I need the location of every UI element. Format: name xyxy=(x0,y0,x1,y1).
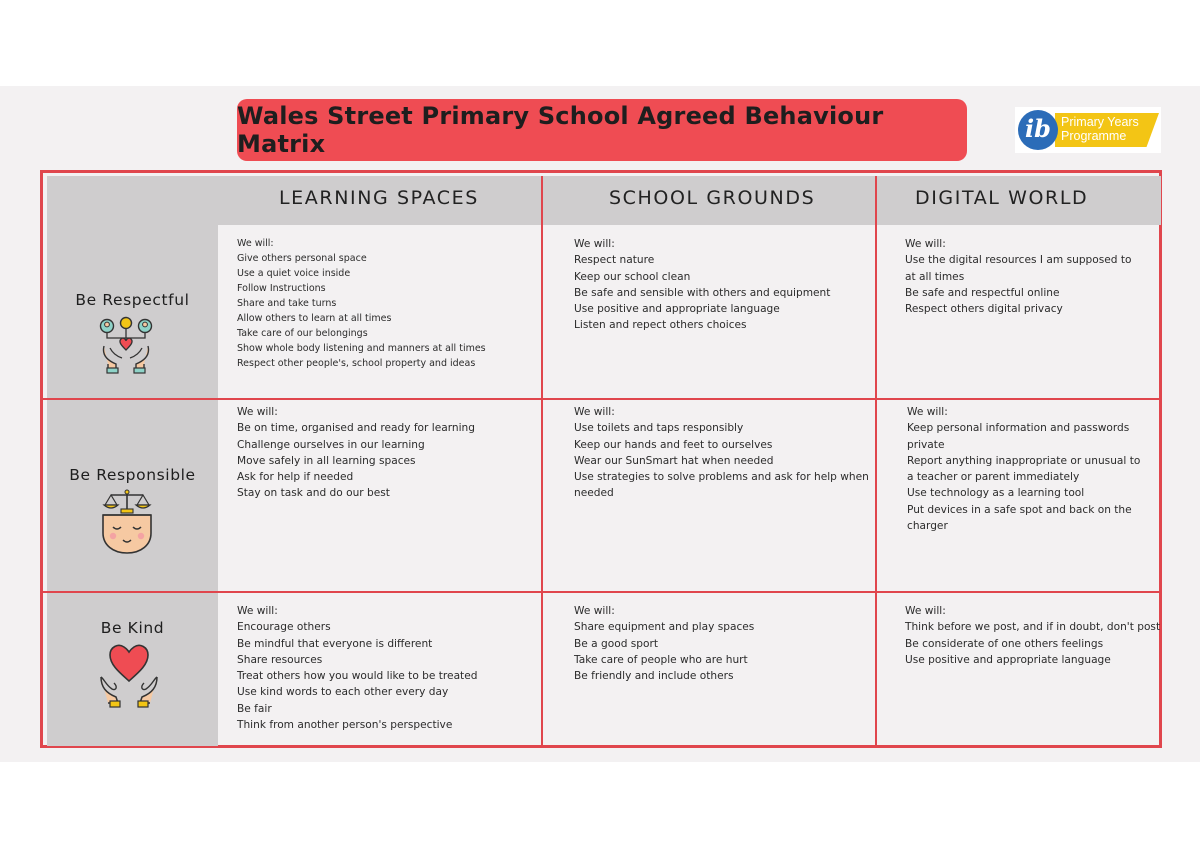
list-item: We will: xyxy=(905,605,946,617)
list-item: Use strategies to solve problems and ask for help when xyxy=(574,471,869,484)
list-item: Treat others how you would like to be treated xyxy=(237,670,478,683)
list-item: Respect others digital privacy xyxy=(905,303,1063,316)
cell-respectful-learning-spaces xyxy=(237,236,486,371)
cell-responsible-learning-spaces xyxy=(237,404,475,502)
cell-responsible-school-grounds xyxy=(574,404,869,502)
list-item: needed xyxy=(574,487,614,500)
list-item: Encourage others xyxy=(237,621,331,634)
row-label-be-kind: Be Kind xyxy=(100,619,165,637)
list-item: Use the digital resources I am supposed to xyxy=(905,254,1132,267)
row-label-be-respectful: Be Respectful xyxy=(75,291,190,309)
list-item: We will: xyxy=(905,238,946,250)
list-item: Think before we post, and if in doubt, don't post xyxy=(905,621,1161,634)
hands-heart-icon xyxy=(98,641,160,709)
column-divider xyxy=(541,176,543,746)
column-header-school-grounds: SCHOOL GROUNDS xyxy=(609,187,816,209)
list-item: Give others personal space xyxy=(237,253,367,264)
cell-responsible-digital-world xyxy=(907,404,1140,534)
list-item: Respect nature xyxy=(574,254,655,267)
list-item: Allow others to learn at all times xyxy=(237,313,392,324)
cell-kind-learning-spaces xyxy=(237,603,477,733)
list-item: Be safe and sensible with others and equipment xyxy=(574,286,831,299)
list-item: Respect other people's, school property and ideas xyxy=(237,358,476,369)
list-item: private xyxy=(907,438,945,451)
logo-text-line2: Programme xyxy=(1061,129,1127,143)
column-divider xyxy=(875,176,877,746)
list-item: a teacher or parent immediately xyxy=(907,471,1080,484)
list-item: Listen and repect others choices xyxy=(574,319,747,332)
list-item: Be mindful that everyone is different xyxy=(237,637,433,650)
column-header-digital-world: DIGITAL WORLD xyxy=(915,187,1089,209)
cell-respectful-digital-world xyxy=(905,236,1132,317)
cell-respectful-school-grounds xyxy=(574,236,830,334)
list-item: Be friendly and include others xyxy=(574,670,734,683)
ib-mark: ib xyxy=(1018,110,1058,150)
list-item: Be considerate of one others feelings xyxy=(905,637,1104,650)
list-item: Take care of our belongings xyxy=(237,328,368,339)
list-item: We will: xyxy=(237,605,278,617)
list-item: Put devices in a safe spot and back on the xyxy=(907,503,1132,516)
list-item: We will: xyxy=(237,406,278,418)
list-item: Follow Instructions xyxy=(237,283,326,294)
list-item: Be on time, organised and ready for learning xyxy=(237,422,475,435)
list-item: Share and take turns xyxy=(237,298,337,309)
list-item: Be safe and respectful online xyxy=(905,286,1060,299)
cell-kind-school-grounds xyxy=(574,603,754,684)
list-item: at all times xyxy=(905,270,965,283)
row-label-be-responsible: Be Responsible xyxy=(69,466,196,484)
list-item: Use positive and appropriate language xyxy=(905,653,1111,666)
list-item: Take care of people who are hurt xyxy=(574,653,748,666)
list-item: Keep our school clean xyxy=(574,270,691,283)
list-item: Keep our hands and feet to ourselves xyxy=(574,438,773,451)
logo-text xyxy=(1061,115,1139,143)
list-item: Wear our SunSmart hat when needed xyxy=(574,454,774,467)
list-item: Report anything inappropriate or unusual to xyxy=(907,454,1141,467)
behaviour-matrix xyxy=(40,170,1162,748)
list-item: We will: xyxy=(574,238,615,250)
row-divider xyxy=(43,591,1159,593)
list-item: Share equipment and play spaces xyxy=(574,621,755,634)
list-item: We will: xyxy=(237,238,274,249)
list-item: Use a quiet voice inside xyxy=(237,268,351,279)
cell-kind-digital-world xyxy=(905,603,1160,668)
list-item: We will: xyxy=(574,605,615,617)
list-item: Be fair xyxy=(237,702,272,715)
list-item: Use positive and appropriate language xyxy=(574,303,780,316)
list-item: Show whole body listening and manners at all times xyxy=(237,343,486,354)
list-item: Ask for help if needed xyxy=(237,471,354,484)
list-item: Stay on task and do our best xyxy=(237,487,390,500)
list-item: Share resources xyxy=(237,653,323,666)
list-item: We will: xyxy=(907,406,948,418)
respect-hands-heart-icon xyxy=(98,316,154,374)
list-item: Keep personal information and passwords xyxy=(907,422,1130,435)
logo-text-line1: Primary Years xyxy=(1061,115,1139,129)
list-item: Use technology as a learning tool xyxy=(907,487,1085,500)
head-scales-icon xyxy=(99,487,155,555)
list-item: Be a good sport xyxy=(574,637,659,650)
list-item: Challenge ourselves in our learning xyxy=(237,438,425,451)
column-header-learning-spaces: LEARNING SPACES xyxy=(279,187,479,209)
list-item: Move safely in all learning spaces xyxy=(237,454,416,467)
list-item: Use kind words to each other every day xyxy=(237,686,449,699)
ib-pyp-logo xyxy=(1015,107,1161,153)
list-item: Use toilets and taps responsibly xyxy=(574,422,744,435)
list-item: We will: xyxy=(574,406,615,418)
page-title: Wales Street Primary School Agreed Behaviour Matrix xyxy=(237,102,884,158)
list-item: Think from another person's perspective xyxy=(237,719,453,732)
list-item: charger xyxy=(907,520,948,533)
row-divider xyxy=(43,398,1159,400)
title-banner xyxy=(237,99,967,161)
